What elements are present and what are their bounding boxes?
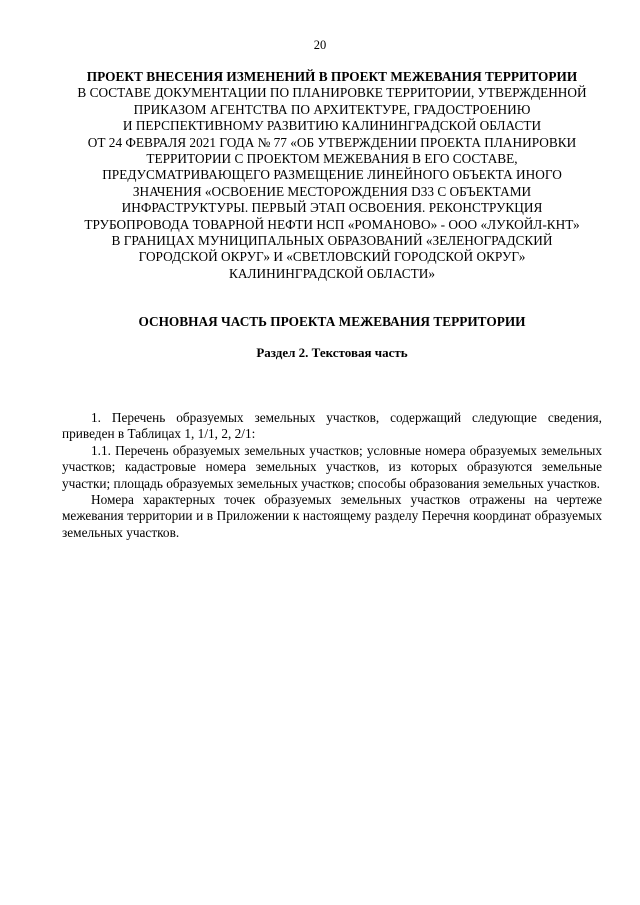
title-line: В СОСТАВЕ ДОКУМЕНТАЦИИ ПО ПЛАНИРОВКЕ ТЕРРИТОРИИ, УТВЕРЖДЕННОЙ xyxy=(77,85,587,101)
title-line: ПРОЕКТ ВНЕСЕНИЯ ИЗМЕНЕНИЙ В ПРОЕКТ МЕЖЕВАНИЯ ТЕРРИТОРИИ xyxy=(86,69,578,84)
paragraph: Номера характерных точек образуемых земельных участков отражены на чертеже межевания территории и в Приложении к настоящему разделу Перечня координат образуемых земельных участков. xyxy=(62,492,602,540)
section-heading: ОСНОВНАЯ ЧАСТЬ ПРОЕКТА МЕЖЕВАНИЯ ТЕРРИТОРИИ xyxy=(138,314,526,329)
body-text xyxy=(62,410,602,541)
title-line: ТРУБОПРОВОДА ТОВАРНОЙ НЕФТИ НСП «РОМАНОВО» - ООО «ЛУКОЙЛ-КНТ» xyxy=(84,216,580,232)
title-line: ОТ 24 ФЕВРАЛЯ 2021 ГОДА № 77 «ОБ УТВЕРЖДЕНИИ ПРОЕКТА ПЛАНИРОВКИ xyxy=(87,134,577,150)
title-line: ПРИКАЗОМ АГЕНТСТВА ПО АРХИТЕКТУРЕ, ГРАДОСТРОЕНИЮ xyxy=(133,101,531,117)
paragraph: 1.1. Перечень образуемых земельных участков; условные номера образуемых земельных участков; кадастровые номера земельных участков, из которых образуются земельные участки; площадь образуемых земельных участков; способы образования земельных участков. xyxy=(62,442,602,491)
title-line: ЗНАЧЕНИЯ «ОСВОЕНИЕ МЕСТОРОЖДЕНИЯ D33 С ОБЪЕКТАМИ xyxy=(132,183,532,199)
title-line: В ГРАНИЦАХ МУНИЦИПАЛЬНЫХ ОБРАЗОВАНИЙ «ЗЕЛЕНОГРАДСКИЙ xyxy=(111,233,553,249)
title-line: ТЕРРИТОРИИ С ПРОЕКТОМ МЕЖЕВАНИЯ В ЕГО СОСТАВЕ, xyxy=(146,151,518,167)
subsection-heading: Раздел 2. Текстовая часть xyxy=(256,345,408,360)
document-title xyxy=(62,69,602,282)
title-line: И ПЕРСПЕКТИВНОМУ РАЗВИТИЮ КАЛИНИНГРАДСКОЙ ОБЛАСТИ xyxy=(122,118,542,134)
title-line: ГОРОДСКОЙ ОКРУГ» И «СВЕТЛОВСКИЙ ГОРОДСКОЙ ОКРУГ» xyxy=(138,249,526,265)
page-number: 20 xyxy=(313,38,327,52)
paragraph: 1. Перечень образуемых земельных участков, содержащий следующие сведения, приведен в Таблицах 1, 1/1, 2, 2/1: xyxy=(62,410,602,442)
title-line: ПРЕДУСМАТРИВАЮЩЕГО РАЗМЕЩЕНИЕ ЛИНЕЙНОГО ОБЪЕКТА ИНОГО xyxy=(102,167,562,183)
title-line: ИНФРАСТРУКТУРЫ. ПЕРВЫЙ ЭТАП ОСВОЕНИЯ. РЕКОНСТРУКЦИЯ xyxy=(121,200,543,216)
title-line: КАЛИНИНГРАДСКОЙ ОБЛАСТИ» xyxy=(229,265,435,281)
